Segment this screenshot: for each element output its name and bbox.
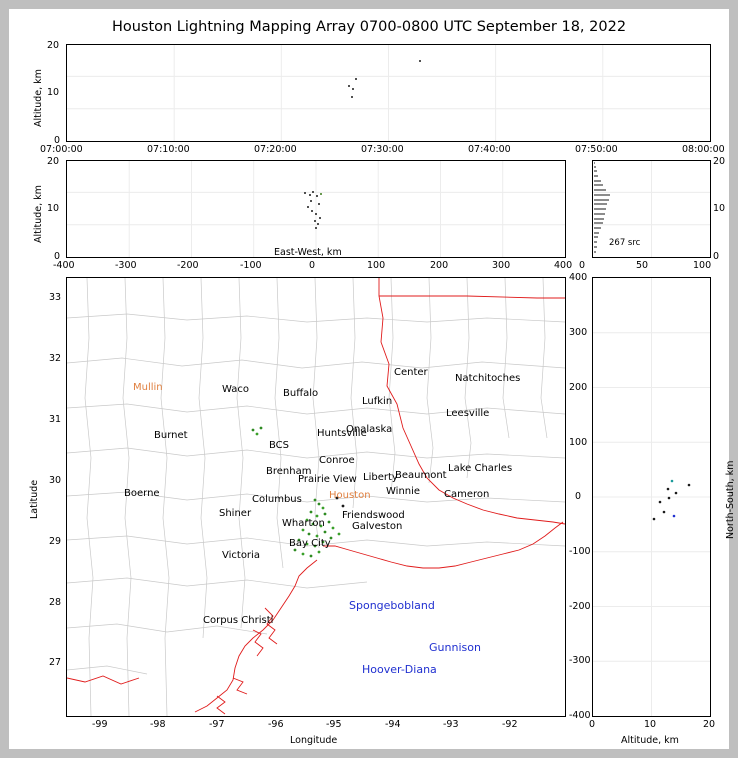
panel-map <box>66 277 566 717</box>
map-xtick--99: -99 <box>92 719 108 730</box>
panel-time-altitude <box>66 44 711 142</box>
map-label-wharton: Wharton <box>282 518 325 529</box>
panel5-xlabel: Altitude, km <box>621 735 679 746</box>
panel2-xtick-4: 0 <box>309 260 316 271</box>
map-label-corpuschristi: Corpus Christi <box>203 615 274 626</box>
map-ytick-28: 28 <box>49 597 62 608</box>
panel5-xtick-10: 10 <box>644 719 657 730</box>
map-label-lakecharles: Lake Charles <box>448 463 513 474</box>
panel5-ytick-300: 300 <box>569 327 588 338</box>
panel-altitude-northsouth <box>592 277 711 717</box>
map-xtick--92: -92 <box>502 719 518 730</box>
map-label-lufkin: Lufkin <box>362 396 393 407</box>
eastwest-altitude-plot <box>67 161 565 257</box>
panel2-xtick-0: -400 <box>53 260 75 271</box>
map-label-columbus: Columbus <box>252 494 302 505</box>
map-xtick--96: -96 <box>268 719 284 730</box>
panel1-ytick-0: 0 <box>54 135 61 146</box>
map-label-cameron: Cameron <box>444 489 490 500</box>
panel2-xtick-8: 400 <box>554 260 573 271</box>
panel2-ytick-20: 20 <box>47 156 60 167</box>
map-xlabel: Longitude <box>290 735 338 746</box>
panel3-ytick-10: 10 <box>713 203 726 214</box>
panel5-xtick-20: 20 <box>703 719 716 730</box>
panel3-ytick-20: 20 <box>713 156 726 167</box>
map-label-friendswood: Friendswood <box>342 510 405 521</box>
panel1-ytick-20: 20 <box>47 40 60 51</box>
map-ylabel: Latitude <box>29 479 40 519</box>
panel2-ytick-10: 10 <box>47 203 60 214</box>
panel5-ytick--300: -300 <box>569 655 591 666</box>
panel2-xtick-6: 200 <box>430 260 449 271</box>
panel5-ytick-100: 100 <box>569 437 588 448</box>
altitude-northsouth-plot <box>593 278 710 716</box>
map-label-burnet: Burnet <box>154 430 188 441</box>
map-label-gunnison: Gunnison <box>429 641 481 654</box>
map-label-huntsville: Huntsville <box>317 428 367 439</box>
map-ytick-32: 32 <box>49 353 62 364</box>
panel1-xtick-0: 07:00:00 <box>40 144 83 155</box>
map-label-liberty: Liberty <box>363 472 398 483</box>
panel1-xtick-4: 07:40:00 <box>468 144 511 155</box>
map-label-galveston: Galveston <box>352 521 403 532</box>
panel1-xtick-5: 07:50:00 <box>575 144 618 155</box>
map-label-bcs: BCS <box>269 440 290 451</box>
panel3-xtick-0: 0 <box>579 260 586 271</box>
map-label-victoria: Victoria <box>222 550 260 561</box>
panel2-xtick-5: 100 <box>367 260 386 271</box>
figure-root <box>9 9 736 749</box>
source-count-label: 267 src <box>609 238 641 248</box>
map-label-boerne: Boerne <box>124 488 160 499</box>
map-label-waco: Waco <box>222 384 249 395</box>
map-ytick-33: 33 <box>49 292 62 303</box>
map-label-prairieview: Prairie View <box>298 474 357 485</box>
map-label-natchitoches: Natchitoches <box>455 373 521 384</box>
panel3-xtick-100: 100 <box>693 260 712 271</box>
panel1-xtick-2: 07:20:00 <box>254 144 297 155</box>
panel2-ytick-0: 0 <box>54 251 61 262</box>
map-label-houston: Houston <box>329 490 371 501</box>
map-label-buffalo: Buffalo <box>283 388 319 399</box>
panel2-xtick-3: -100 <box>240 260 262 271</box>
map-label-center: Center <box>394 367 428 378</box>
panel-eastwest-altitude <box>66 160 566 258</box>
map-xtick--98: -98 <box>150 719 166 730</box>
map-label-brenham: Brenham <box>266 466 312 477</box>
map-xtick--95: -95 <box>326 719 342 730</box>
panel1-ylabel: Altitude, km <box>33 69 44 127</box>
map-xtick--94: -94 <box>385 719 401 730</box>
map-ytick-29: 29 <box>49 536 62 547</box>
panel5-xtick-0: 0 <box>589 719 596 730</box>
panel5-ytick--400: -400 <box>569 710 591 721</box>
map-label-hoover-diana: Hoover-Diana <box>362 663 437 676</box>
panel3-xtick-50: 50 <box>636 260 649 271</box>
panel2-xtick-1: -300 <box>115 260 137 271</box>
panel5-ylabel: North-South, km <box>725 460 736 539</box>
panel2-xtick-2: -200 <box>177 260 199 271</box>
panel5-ytick--100: -100 <box>569 546 591 557</box>
panel3-ytick-0: 0 <box>713 251 720 262</box>
panel2-ylabel: Altitude, km <box>33 185 44 243</box>
map-ytick-27: 27 <box>49 657 62 668</box>
map-xtick--93: -93 <box>443 719 459 730</box>
map-ytick-31: 31 <box>49 414 62 425</box>
map-label-leesville: Leesville <box>446 408 490 419</box>
map-label-shiner: Shiner <box>219 508 252 519</box>
map-xtick--97: -97 <box>209 719 225 730</box>
panel2-xtick-7: 300 <box>492 260 511 271</box>
time-altitude-plot <box>67 45 710 141</box>
panel5-ytick-0: 0 <box>575 491 582 502</box>
map-label-mullin: Mullin <box>133 382 163 393</box>
map-label-baycity: Bay City <box>289 538 331 549</box>
panel1-xtick-6: 08:00:00 <box>682 144 725 155</box>
map-label-conroe: Conroe <box>319 455 355 466</box>
figure-title: Houston Lightning Mapping Array 0700-0800 UTC September 18, 2022 <box>111 19 627 35</box>
map-ytick-30: 30 <box>49 475 62 486</box>
panel5-ytick-400: 400 <box>569 272 588 283</box>
map-label-beaumont: Beaumont <box>395 470 447 481</box>
panel1-xtick-1: 07:10:00 <box>147 144 190 155</box>
panel2-xlabel: East-West, km <box>274 247 342 258</box>
map-label-onalaska: Onalaska <box>346 424 393 435</box>
map-label-winnie: Winnie <box>386 486 421 497</box>
map-label-spongebobland: Spongebobland <box>349 599 435 612</box>
panel5-ytick--200: -200 <box>569 601 591 612</box>
panel1-ytick-10: 10 <box>47 87 60 98</box>
panel1-xtick-3: 07:30:00 <box>361 144 404 155</box>
panel5-ytick-200: 200 <box>569 382 588 393</box>
